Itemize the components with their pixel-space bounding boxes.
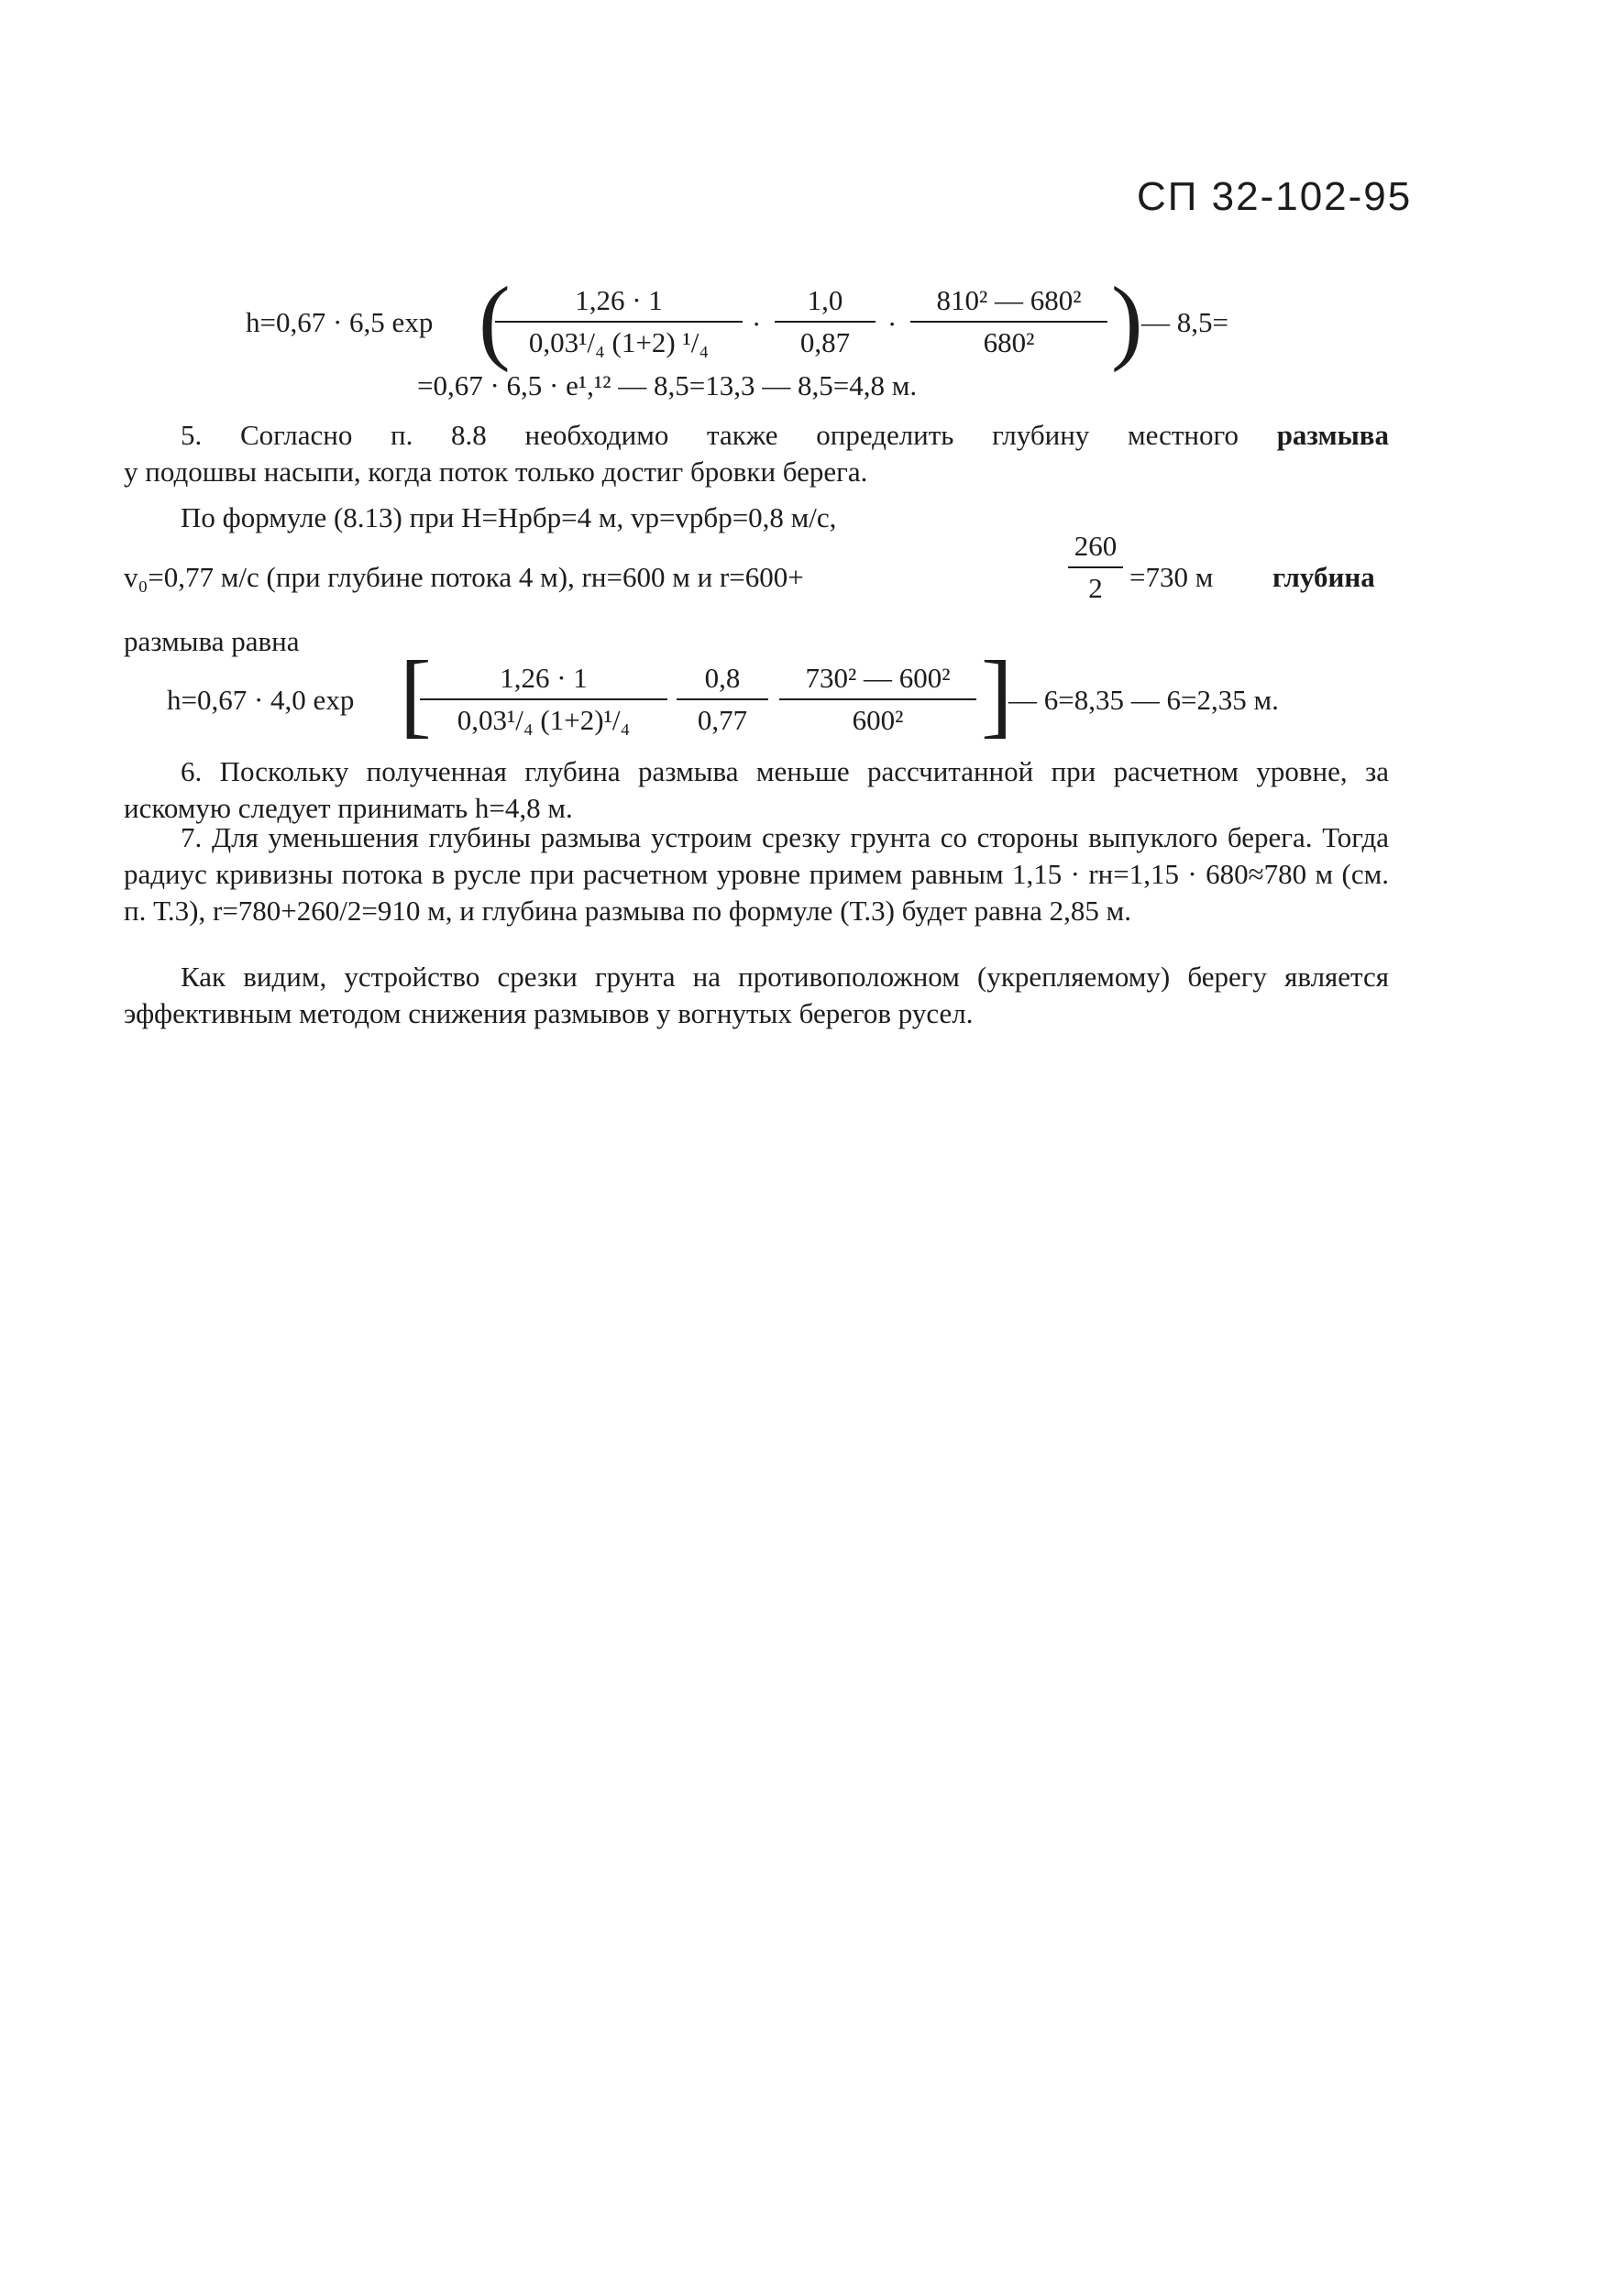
fraction-denominator: 0,77 [697,704,748,736]
fraction-denominator: 600² [852,704,904,736]
paragraph-5-cont: у подошвы насыпи, когда поток только достиг бровки берега. [124,456,868,488]
fraction-numerator: 260 [1068,530,1123,568]
paragraph-7: 7. Для уменьшения глубины размыва устроим срезку грунта со стороны выпуклого берега. Тогда радиус кривизны потока в русле при расчетном уровне примем равным 1,15 · rн=1,15 · 680≈780 м (см. п. Т.3), r=780+260/2=910 м, и глубина размыва по формуле (Т.3) будет равна 2,85 м. [124,821,1389,927]
fraction-denominator: 0,87 [799,326,851,358]
fraction-denominator: 680² [983,326,1035,358]
fraction-numerator: 1,0 [775,284,876,323]
paragraph-6: 6. Поскольку полученная глубина размыва меньше рассчитанной при расчетном уровне, за искомую следует принимать h=4,8 м. [124,755,1389,824]
formula-2-lhs: h=0,67 · 4,0 exp [167,684,355,716]
fraction-denominator: 2 [1088,572,1103,604]
right-paren: ) [1111,268,1143,373]
left-bracket: [ [400,642,432,747]
fraction-numerator: 1,26 · 1 [495,284,743,323]
formula-1-tail: — 8,5= [1141,306,1228,338]
formula-1-lhs: h=0,67 · 6,5 exp [246,306,434,338]
formula-1-fraction-3 [910,284,1107,359]
formula-2-tail: — 6=8,35 — 6=2,35 м. [1008,684,1279,716]
paragraph-v0-bold: глубина [1272,561,1375,593]
paragraph-v0-fraction [1068,530,1123,605]
formula-1-line-2: =0,67 · 6,5 · e¹,¹² — 8,5=13,3 — 8,5=4,8 м. [417,369,918,401]
formula-1-fraction-1 [495,284,743,359]
fraction-numerator: 730² — 600² [779,662,976,700]
multiply-dot: · [752,308,762,340]
paragraph-v0-text-a: v₀=0,77 м/с (при глубине потока 4 м), rн=600 м и r=600+ [124,561,804,593]
fraction-numerator: 1,26 · 1 [420,662,667,700]
formula-1-fraction-2 [775,284,876,359]
fraction-denominator: 0,03¹/₄ (1+2) ¹/₄ [528,326,710,358]
right-bracket: ] [981,642,1013,747]
fraction-denominator: 0,03¹/₄ (1+2)¹/₄ [457,704,631,736]
formula-2-fraction-1 [420,662,667,737]
paragraph-5 [124,417,1389,454]
paragraph-5-text-a: 5. Согласно п. 8.8 необходимо также определить глубину местного [181,419,1239,451]
formula-2-fraction-2 [677,662,768,737]
fraction-numerator: 0,8 [677,662,768,700]
paragraph-v0-cont: размыва равна [124,625,300,657]
paragraph-v0-text-b: =730 м [1129,561,1214,593]
paragraph-8: Как видим, устройство срезки грунта на противоположном (укрепляемому) берегу является эффективным методом снижения размывов у вогнутых берегов русел. [124,961,1389,1029]
paragraph-5-bold: размыва [1276,419,1390,451]
paragraph-formula-intro: По формуле (8.13) при H=Hрбр=4 м, vр=vрбр=0,8 м/с, [181,501,837,533]
left-paren: ( [479,268,511,373]
multiply-dot: · [887,308,898,340]
document-header: СП 32-102-95 [1137,174,1413,219]
fraction-numerator: 810² — 680² [910,284,1107,323]
formula-2-fraction-3 [779,662,976,737]
